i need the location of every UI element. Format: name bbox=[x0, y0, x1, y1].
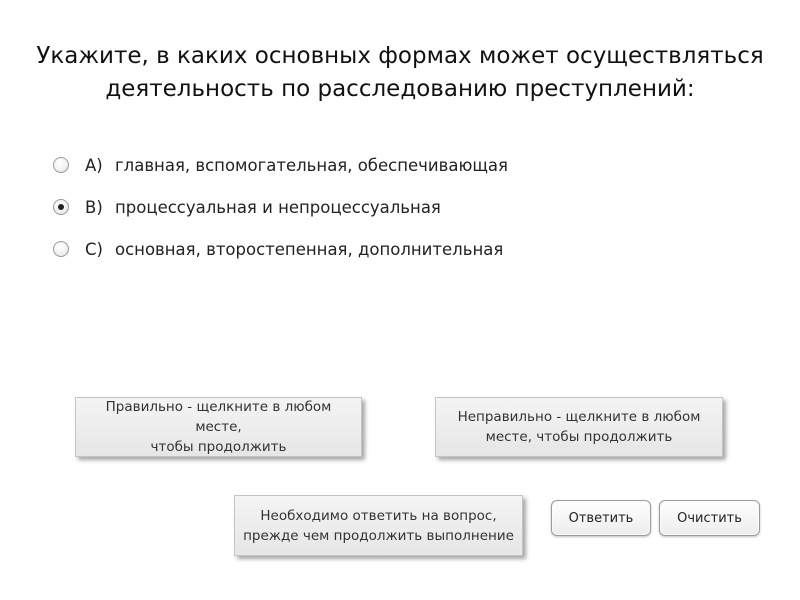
radio-button-b[interactable] bbox=[53, 199, 69, 215]
option-b-text: процессуальная и непроцессуальная bbox=[115, 197, 441, 217]
option-b[interactable] bbox=[52, 186, 752, 228]
answer-options bbox=[52, 144, 752, 270]
option-a[interactable] bbox=[52, 144, 752, 186]
clear-button[interactable]: Очистить bbox=[659, 500, 760, 536]
radio-button-a[interactable] bbox=[53, 157, 69, 173]
correct-feedback-box[interactable]: Правильно - щелкните в любом месте, чтобы продолжить bbox=[75, 397, 362, 457]
option-c-text: основная, второстепенная, дополнительная bbox=[115, 239, 504, 259]
submit-button[interactable]: Ответить bbox=[551, 500, 651, 536]
option-c[interactable] bbox=[52, 228, 752, 270]
option-b-letter: B) bbox=[85, 197, 103, 217]
option-a-letter: A) bbox=[85, 155, 103, 175]
radio-button-c[interactable] bbox=[53, 241, 69, 257]
question-text: Укажите, в каких основных формах может осуществляться деятельность по расследованию преступлений: bbox=[36, 43, 764, 102]
incorrect-feedback-box[interactable]: Неправильно - щелкните в любом месте, чтобы продолжить bbox=[435, 397, 723, 457]
answer-required-message: Необходимо ответить на вопрос, прежде чем продолжить выполнение bbox=[234, 495, 523, 556]
option-a-text: главная, вспомогательная, обеспечивающая bbox=[115, 155, 508, 175]
option-c-letter: C) bbox=[85, 239, 103, 259]
